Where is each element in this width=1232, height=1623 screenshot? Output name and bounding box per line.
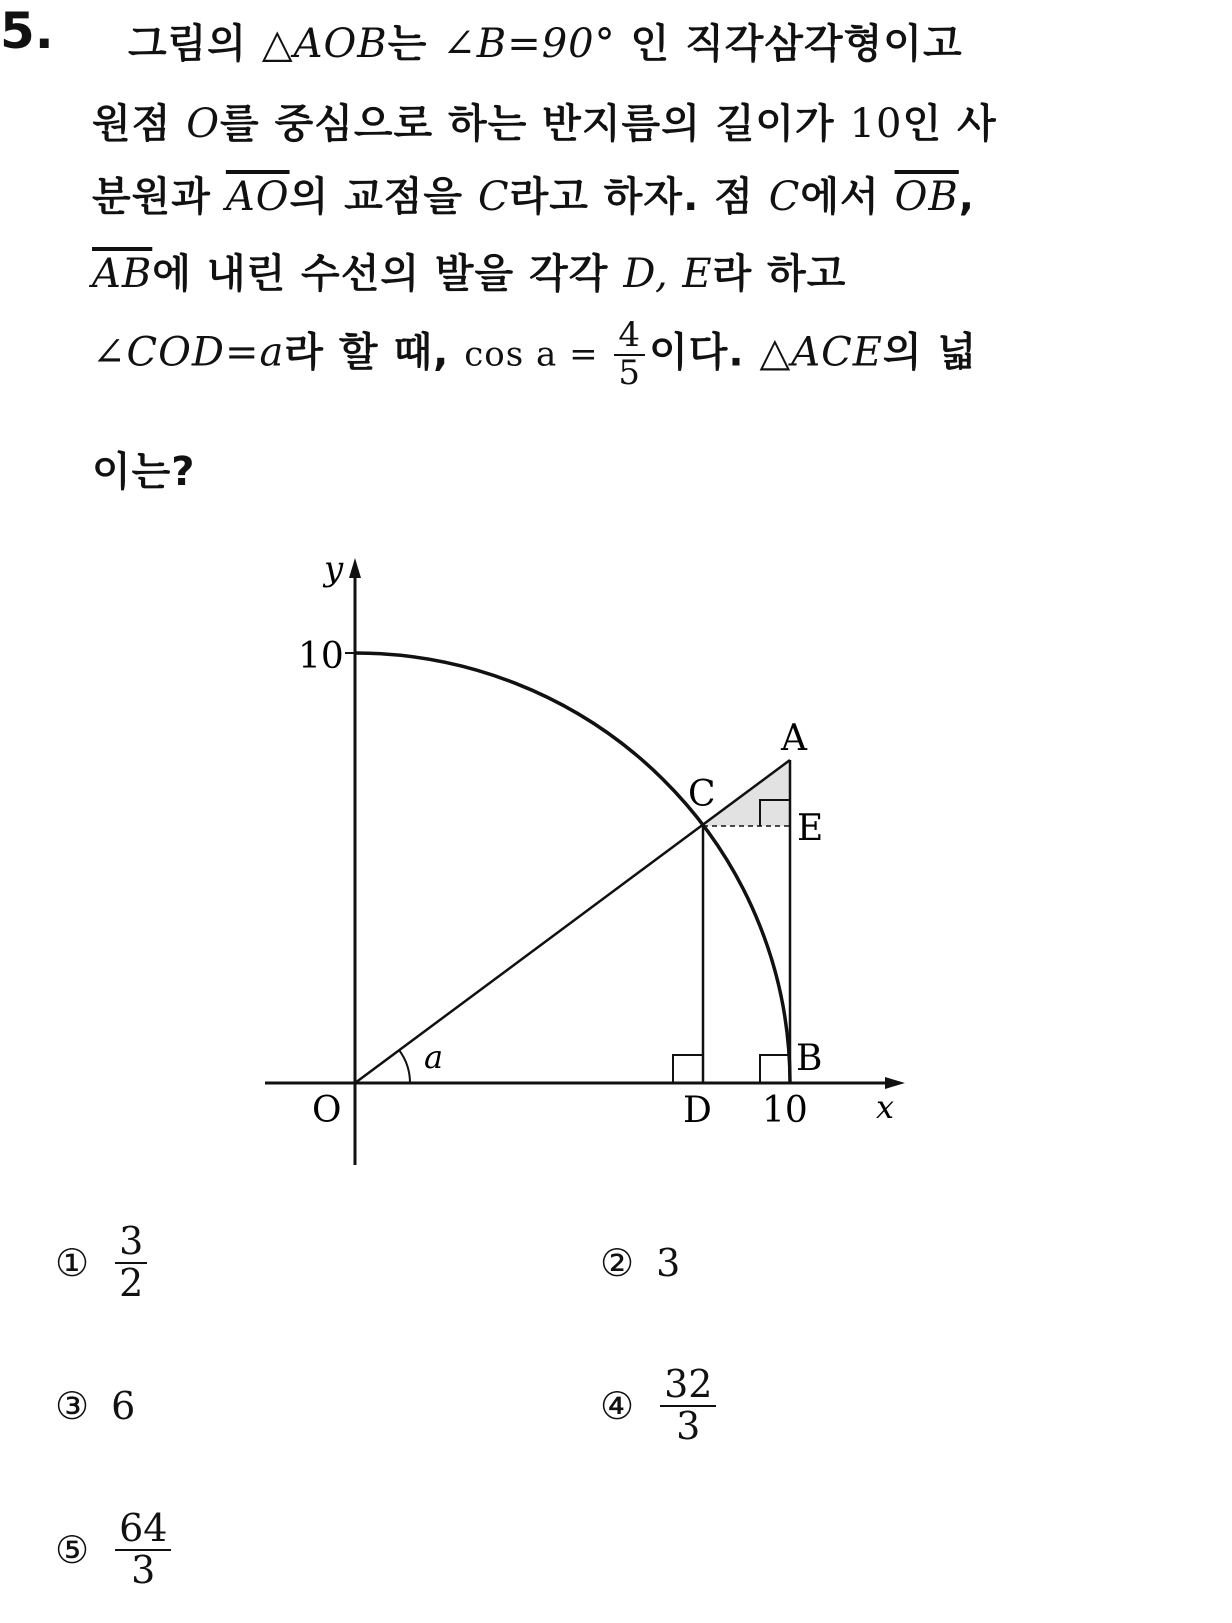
question-line-6: 이는? xyxy=(92,449,196,495)
label-a: A xyxy=(781,718,807,759)
choice-4[interactable]: ④ $\frac{32}{3}$ xyxy=(600,1356,720,1456)
y-axis-label: y xyxy=(324,549,344,589)
x-axis-label: x xyxy=(876,1088,895,1126)
angle-alpha-arc xyxy=(399,1050,410,1083)
choice-2[interactable]: ② 3 xyxy=(600,1241,681,1285)
question-line-2: 원점 O를 중심으로 하는 반지름의 길이가 10인 사 xyxy=(92,101,997,147)
y-axis-arrow-icon xyxy=(349,558,361,578)
label-d: D xyxy=(683,1090,712,1131)
label-e: E xyxy=(797,808,824,849)
label-o: O xyxy=(312,1090,342,1131)
question-number: 5. xyxy=(0,2,54,60)
quarter-circle-arc xyxy=(355,653,790,1083)
label-alpha: a xyxy=(424,1038,444,1076)
cos-fraction: $\frac{4}{5}$ xyxy=(614,318,645,391)
segment-oa xyxy=(355,760,790,1083)
question-line-3: 분원과 $\overline{AO}$의 교점을 C라고 하자. 점 C에서 $\overline{OB}$, xyxy=(92,174,975,220)
label-b: B xyxy=(796,1038,823,1079)
right-angle-b-mark xyxy=(760,1055,790,1083)
choice-1[interactable]: ① $\frac{3}{2}$ xyxy=(55,1213,151,1313)
x-tick-label: 10 xyxy=(762,1090,808,1131)
label-c: C xyxy=(688,774,716,815)
right-angle-d-mark xyxy=(673,1055,703,1083)
question-line-5: ∠COD=a라 할 때, cos a = $\frac{4}{5}$ 이다. △ACE의 넓 xyxy=(92,315,978,393)
choice-5[interactable]: ⑤ $\frac{64}{3}$ xyxy=(55,1500,175,1600)
question-line-4: $\overline{AB}$에 내린 수선의 발을 각각 D, E라 하고 xyxy=(92,251,847,297)
choice-3[interactable]: ③ 6 xyxy=(55,1384,136,1428)
y-tick-label: 10 xyxy=(298,636,344,677)
question-line-1: 그림의 △AOB는 ∠B=90° 인 직각삼각형이고 xyxy=(128,21,963,67)
